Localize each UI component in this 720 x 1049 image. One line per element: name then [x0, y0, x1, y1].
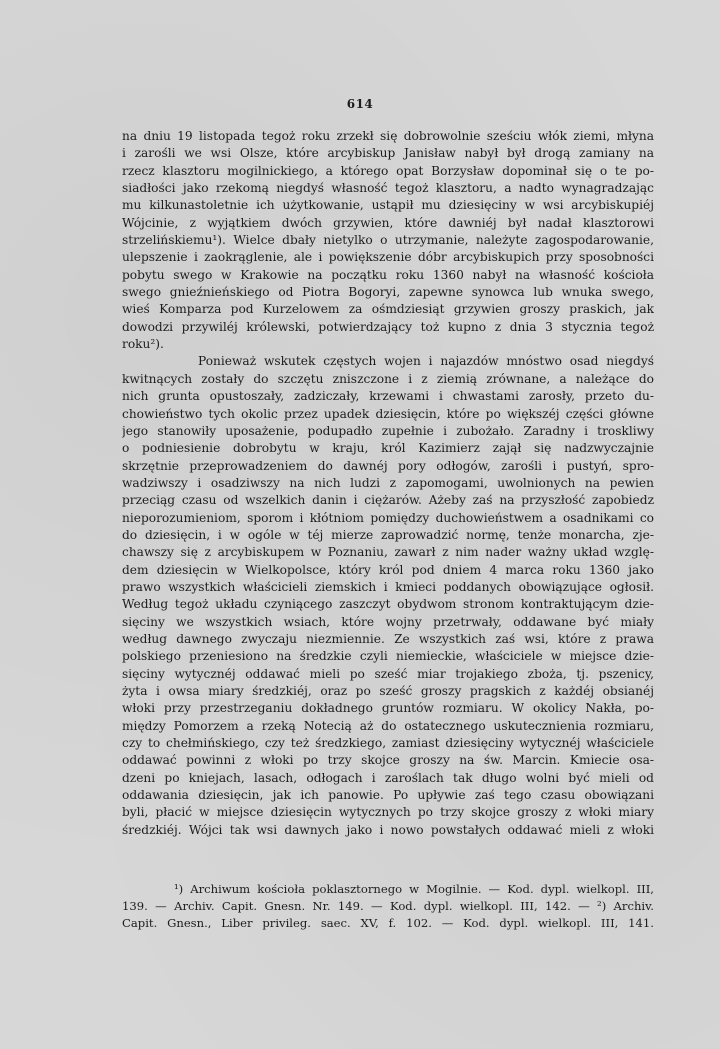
text-line: Według tegoż układu czyniącego zaszczyt obydwom stronom kontraktującym dzie- — [122, 597, 654, 612]
text-line: pobytu swego w Krakowie na początku roku 1360 nabył na własność kościoła — [122, 267, 654, 282]
text-line: dem dziesięcin w Wielkopolsce, który król pod dniem 4 marca roku 1360 jako — [122, 562, 654, 577]
text-line: dowodzi przywiléj królewski, potwierdzający toż kupno z dnia 3 stycznia tegoż — [122, 319, 654, 334]
text-line: nieporozumieniom, sporom i kłótniom pomiędzy duchowieństwem a osadnikami co — [122, 510, 654, 525]
text-line: byli, płacić w miejsce dziesięcin wytycznych po trzy skojce groszy z włoki miary — [122, 805, 654, 820]
text-line: wieś Komparza pod Kurzelowem za ośmdziesiąt grzywien groszy praskich, jak — [122, 302, 654, 317]
text-line: skrzętnie przeprowadzeniem do dawnéj pory odłogów, zarośli i pustyń, spro- — [122, 458, 654, 473]
paragraph — [122, 353, 654, 839]
text-line: prawo wszystkich właścicieli ziemskich i kmieci poddanych obowiązujące ogłosił. — [122, 579, 654, 594]
text-line: strzelińskiemu¹). Wielce dbały nietylko o utrzymanie, należyte zagospodarowanie, — [122, 233, 654, 248]
text-line: wadziwszy i osadziwszy na nich ludzi z zapomogami, uwolnionych na pewien — [122, 475, 654, 490]
paragraph — [122, 128, 654, 353]
text-line: średzkiéj. Wójci tak wsi dawnych jako i nowo powstałych oddawać mieli z włoki — [122, 822, 654, 837]
text-line: ulepszenie i zaokrąglenie, ale i powiększenie dóbr arcybiskupich przy sposobności — [122, 250, 654, 265]
text-line: dzeni po kniejach, lasach, odłogach i zaroślach tak długo wolni być mieli od — [122, 770, 654, 785]
text-line: między Pomorzem a rzeką Notecią aż do ostatecznego uskutecznienia rozmiaru, — [122, 718, 654, 733]
text-line: nich grunta opustoszały, zadziczały, krzewami i chwastami zarosły, przeto du- — [122, 389, 654, 404]
text-line: do dziesięcin, i w ogóle w téj mierze zaprowadzić normę, tenże monarcha, zje- — [122, 527, 654, 542]
text-line: siadłości jako rzekomą niegdyś własność tegoż klasztoru, a nadto wynagradzając — [122, 181, 654, 196]
text-line: roku²). — [122, 337, 164, 352]
text-line: według dawnego zwyczaju niezmiennie. Ze wszystkich zaś wsi, które z prawa — [122, 631, 654, 646]
text-line: przeciąg czasu od wszelkich danin i ciężarów. Ażeby zaś na przyszłość zapobiedz — [122, 493, 654, 508]
text-line: i zarośli we wsi Olsze, które arcybiskup Janisław nabył był drogą zamiany na — [122, 146, 654, 161]
text-line: swego gnieźnieńskiego od Piotra Bogoryi, zapewne synowca lub wnuka swego, — [122, 285, 654, 300]
footnote-line: Capit. Gnesn., Liber privileg. saec. XV, f. 102. — Kod. dypl. wielkopl. III, 141. — [122, 916, 654, 930]
footnote-line: ¹) Archiwum kościoła poklasztornego w Mogilnie. — Kod. dypl. wielkopl. III, — [174, 882, 654, 896]
footnotes — [122, 881, 654, 932]
text-line: na dniu 19 listopada tegoż roku zrzekł się dobrowolnie sześciu włók ziemi, młyna — [122, 129, 654, 143]
text-line: sięciny we wszystkich wsiach, które wojny przetrwały, oddawane być miały — [122, 614, 654, 629]
footnote-line: 139. — Archiv. Capit. Gnesn. Nr. 149. — Kod. dypl. wielkopl. III, 142. — ²) Archiv. — [122, 899, 654, 913]
text-line: sięciny wytycznéj oddawać mieli po sześć miar trojakiego zboża, tj. pszenicy, — [122, 666, 654, 681]
text-line: chowieństwo tych okolic przez upadek dziesięcin, które po większéj części główne — [122, 406, 654, 421]
text-line: oddawać powinni z włoki po trzy skojce groszy na św. Marcin. Kmiecie osa- — [122, 753, 654, 768]
text-line: Ponieważ wskutek częstych wojen i najazdów mnóstwo osad niegdyś — [198, 354, 654, 369]
text-line: żyta i owsa miary średzkiéj, oraz po sześć groszy pragskich z każdéj obsianéj — [122, 684, 654, 698]
text-line: chawszy się z arcybiskupem w Poznaniu, zawarł z nim nader ważny układ wzglę- — [122, 545, 654, 560]
text-line: jego stanowiły uposażenie, podupadło zupełnie i zubożało. Zaradny i troskliwy — [122, 423, 654, 438]
text-line: mu kilkunastoletnie ich użytkowanie, ustąpił mu dziesięciny w wsi arcybiskupiéj — [122, 198, 654, 213]
text-line: polskiego przeniesiono na średzkie czyli niemieckie, właściciele w miejsce dzie- — [122, 649, 654, 664]
text-line: oddawania dziesięcin, jak ich panowie. Po upływie zaś tego czasu obowiązani — [122, 788, 654, 803]
text-line: włoki przy przestrzeganiu dokładnego gruntów rozmiaru. W okolicy Nakła, po- — [122, 701, 654, 716]
page-number: 614 — [346, 97, 374, 111]
text-line: kwitnących zostały do szczętu zniszczone i z ziemią zrównane, a należące do — [122, 371, 654, 386]
text-line: o podniesienie dobrobytu w kraju, król Kazimierz zajął się nadzwyczajnie — [122, 441, 654, 456]
text-line: Wójcinie, z wyjątkiem dwóch grzywien, które dawniéj był nadał klasztorowi — [122, 215, 654, 230]
text-line: rzecz klasztoru mogilnickiego, a którego opat Borzysław dopominał się o te po- — [122, 163, 654, 178]
body-text — [122, 128, 654, 839]
text-line: czy to chełmińskiego, czy też średzkiego, zamiast dziesięciny wytycznéj właściciele — [122, 736, 654, 751]
